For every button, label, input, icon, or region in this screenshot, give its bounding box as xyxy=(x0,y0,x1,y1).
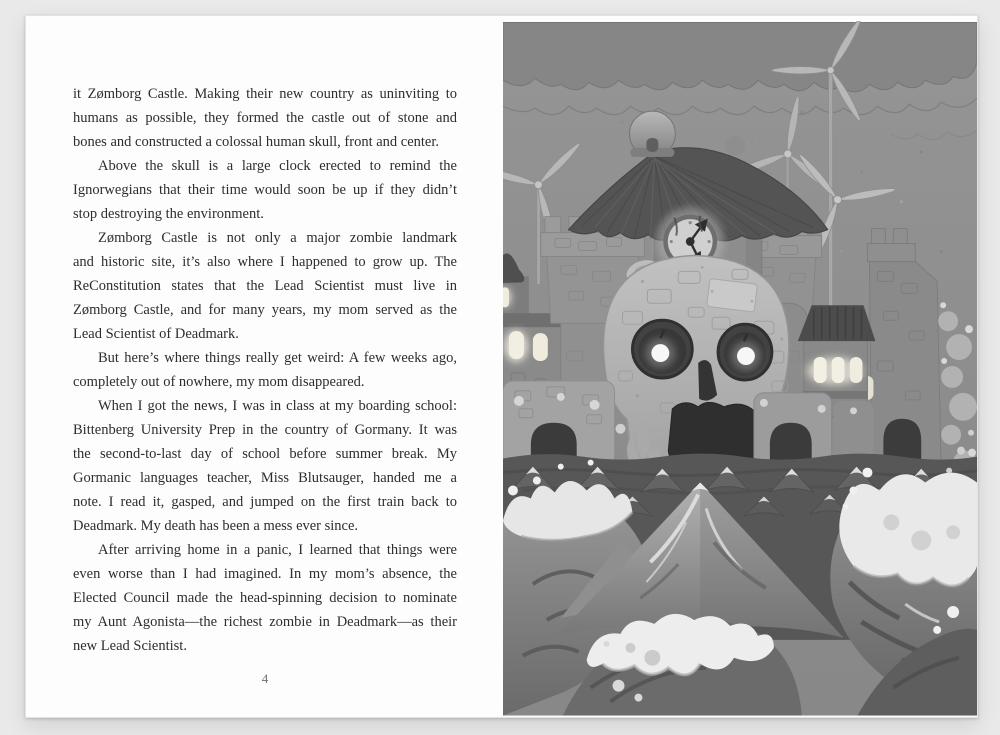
text-line: ReConstitution states that the Lead Scientist must live in xyxy=(73,278,457,294)
text-line: Lead Scientist of Deadmark. xyxy=(73,326,239,342)
text-line: Elected Council made the head-spinning decision to nominate xyxy=(73,590,457,606)
text-line: When I got the news, I was in class at my boarding school: xyxy=(98,398,457,414)
text-line: note. I read it, gasped, and jumped on the first train back to xyxy=(73,494,457,510)
text-line: Bittenberg University Prep in the country of Gormany. It was xyxy=(73,422,457,438)
text-line: Zømborg Castle, and for many years, my mom served as the xyxy=(73,302,457,318)
text-line: But here’s where things really get weird: A few weeks ago, xyxy=(98,350,457,366)
text-line: my Aunt Agonista—the richest zombie in Deadmark—as their xyxy=(73,614,457,630)
text-line: Above the skull is a large clock erected to remind the xyxy=(98,158,457,174)
text-line: and historic site, it’s also where I happened to grow up. The xyxy=(73,254,457,270)
castle-illustration xyxy=(503,21,977,717)
book-spread xyxy=(25,15,978,718)
text-line: bones and constructed a colossal human skull, front and center. xyxy=(73,134,440,150)
paragraph xyxy=(73,394,457,538)
text-line: Ignorwegians that their time would soon be up if they didn’t xyxy=(73,182,457,198)
text-line: stop destroying the environment. xyxy=(73,206,264,222)
text-line: Gormanic languages teacher, Miss Blutsauger, handed me a xyxy=(73,470,457,486)
dome xyxy=(629,111,675,157)
paragraph xyxy=(73,346,457,394)
text-line: completely out of nowhere, my mom disappeared. xyxy=(73,374,365,390)
text-line: the second-to-last day of school before summer break. My xyxy=(73,446,457,462)
body-text xyxy=(73,82,457,658)
text-line: humans as possible, they formed the castle out of stone and xyxy=(73,110,457,126)
text-line: Zømborg Castle is not only a major zombie landmark xyxy=(98,230,457,246)
paragraph xyxy=(73,154,457,226)
page-number: 4 xyxy=(261,671,269,686)
text-line: new Lead Scientist. xyxy=(73,638,187,654)
paragraph xyxy=(73,226,457,346)
paragraph xyxy=(73,82,457,154)
text-line: Deadmark. My death has been a mess ever since. xyxy=(73,518,359,534)
text-line: After arriving home in a panic, I learned that things were xyxy=(98,542,457,558)
text-line: even worse than I had imagined. In my mom’s absence, the xyxy=(73,566,457,582)
paragraph xyxy=(73,538,457,658)
text-line: it Zømborg Castle. Making their new country as uninviting to xyxy=(73,86,457,102)
right-page xyxy=(503,21,977,717)
